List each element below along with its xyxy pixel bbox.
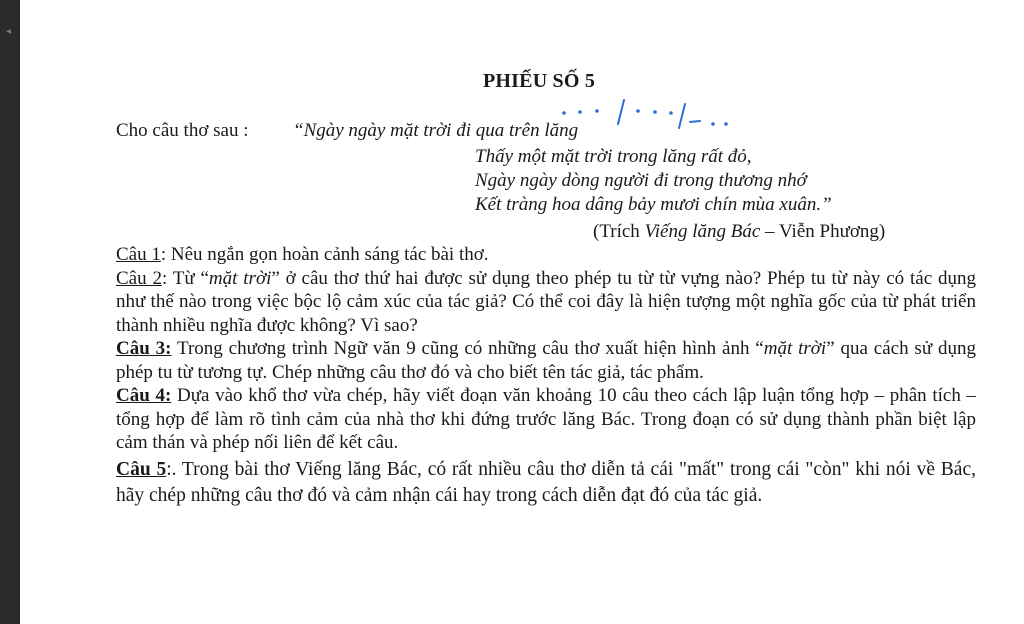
poem-line-2: Thấy một mặt trời trong lăng rất đỏ, [475,146,752,167]
question-text: Dựa vào khổ thơ vừa chép, hãy viết đoạn văn khoảng 10 câu theo cách lập luận tổng hợp – phân tích – tổng hợp để làm rõ tình cảm của nhà thơ khi đứng trước lăng Bác. Trong đoạn có sử dụng thành phần biệt lập cảm thán và phép nối liên để kết câu. [116,385,976,453]
question-label: Câu 1 [116,244,161,265]
source-open: (Trích [593,221,645,242]
question-text: ” ở câu thơ thứ hai được sử dụng theo phép tu từ từ vựng nào? Phép tu từ này có tác dụng như thế nào trong việc bộc lộ cảm xúc của tác giả? Có thể coi đây là hiện tượng một nghĩa gốc của từ phát triển thành nhiều nghĩa được không? Vì sao? [116,267,976,336]
poem-line-1: “Ngày ngày mặt trời đi qua trên lăng [293,120,579,141]
pen-dot [725,123,727,125]
pen-dot [712,123,714,125]
question-sep: :. [166,458,182,480]
document-title: PHIẾU SỐ 5 [483,70,596,92]
question-5 [116,457,976,509]
question-emphasis: mặt trời [208,267,272,289]
source-work: Viếng lăng Bác [644,221,761,242]
question-1 [116,243,976,267]
edge-marker-icon: ◂ [6,26,12,37]
question-label: Câu 3: [116,338,172,359]
question-2 [116,267,976,338]
document-page [20,0,1024,624]
pen-dot [637,110,639,112]
question-4 [116,384,976,455]
question-text: Nêu ngắn gọn hoàn cảnh sáng tác bài thơ. [170,244,489,265]
question-list [116,243,976,509]
poem-line-3: Ngày ngày dòng người đi trong thương nhớ [475,170,807,191]
question-label: Câu 2 [116,267,162,289]
pen-scansion-marks [563,100,727,128]
poem-source [593,221,885,243]
pen-slash [679,104,685,128]
pen-dot [596,110,598,112]
question-text: Trong bài thơ Viếng lăng Bác, có rất nhiều câu thơ diễn tả cái "mất" trong cái "còn" khi nói về Bác, hãy chép những câu thơ đó và cảm nhận cái hay trong cách diễn đạt đó của tác giả. [116,458,976,506]
pen-dash [690,121,700,122]
poem-intro: Cho câu thơ sau : [116,120,249,141]
question-3 [116,337,976,384]
question-sep: : [160,244,171,265]
pen-dot [654,111,656,113]
pen-slash [618,100,624,124]
question-label: Câu 4: [116,385,172,406]
question-pre: Từ “ [172,267,209,289]
question-text: ” qua cách sử dụng phép tu từ tương tự. Chép những câu thơ đó và cho biết tên tác giả, tác phẩm. [116,338,976,383]
pen-dot [579,111,581,113]
question-label: Câu 5 [116,458,167,480]
pen-dot [563,112,565,114]
pen-dot [670,112,672,114]
question-sep: : [161,267,173,289]
source-author: – Viễn Phương) [760,221,886,242]
question-emphasis: mặt trời [763,338,827,359]
left-window-edge [0,0,20,624]
question-pre: Trong chương trình Ngữ văn 9 cũng có những câu thơ xuất hiện hình ảnh “ [177,338,764,359]
poem-line-4: Kết tràng hoa dâng bảy mươi chín mùa xuân.” [475,194,832,215]
